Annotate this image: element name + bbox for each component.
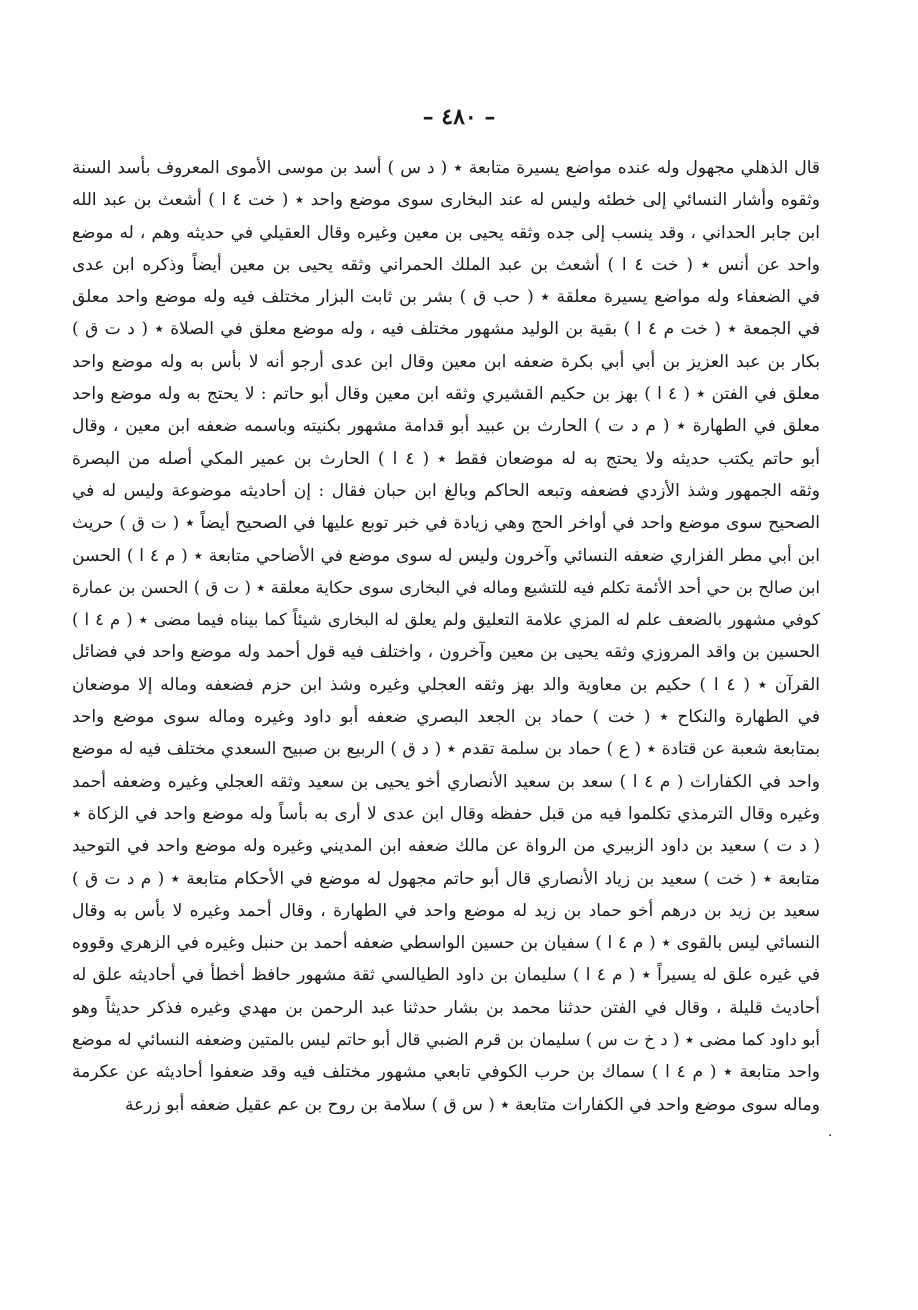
margin-mark: . [828, 1124, 833, 1140]
text-line: معلق في الطهارة ‎٭ ( م د ت ) الحارث بن عبيد أبو قدامة مشهور بكنيته وباسمه ضعفه ابن معين ، وقال [72, 416, 820, 437]
text-line: ابن أبي مطر الفزاري ضعفه النسائي وآخرون وليس له سوى موضع في الأضاحي متابعة ‎٭ ( م ٤ ا ) الحسن [72, 545, 820, 566]
text-line: الصحيح سوى موضع واحد في أواخر الحج وهي زيادة في خبر توبع عليها في الصحيح أيضاً ‎٭ ( ت ق ) حريث [72, 513, 820, 534]
text-line: واحد متابعة ‎٭ ( م ٤ ا ) سماك بن حرب الكوفي تابعي مشهور مختلف فيه وقد ضعفوا أحاديثه عن عكرمة [72, 1062, 820, 1083]
text-line: واحد في الكفارات ( م ٤ ا ) سعد بن سعيد الأنصاري أخو يحيى بن سعيد وثقه العجلي وغيره وضعفه أحمد [72, 771, 820, 792]
text-line: أحاديث قليلة ، وقال في الفتن حدثنا محمد بن بشار حدثنا عبد الرحمن بن مهدي وغيره فذكر حديثاً وهو [72, 997, 820, 1018]
text-line: بكار بن عبد العزيز بن أبي أبي بكرة ضعفه ابن معين وقال ابن عدى أرجو أنه لا بأس به وله موضع واحد [72, 351, 820, 372]
text-line: وثقوه وأشار النسائي إلى خطئه وليس له عند البخارى سوى موضع واحد ‎٭ ( خت ٤ ا ) أشعث بن عبد الله [72, 190, 820, 211]
text-line: متابعة ‎٭ ( خت ) سعيد بن زياد الأنصاري قال أبو حاتم مجهول له موضع في الأحكام متابعة ‎٭ ( م د ت ق ) [72, 868, 820, 889]
text-line: سعيد بن زيد بن درهم أخو حماد بن زيد له موضع واحد في الطهارة ، وقال أحمد وغيره لا بأس به وقال [72, 900, 820, 921]
text-line: وغيره وقال الترمذي تكلموا فيه من قبل حفظه وقال ابن عدى لا أرى به بأساً وله موضع واحد في الزكاة ‎٭ [72, 803, 820, 824]
body-text [72, 152, 820, 1121]
text-line: قال الذهلي مجهول وله عنده مواضع يسيرة متابعة ‎٭ ( د س ) أسد بن موسى الأموى المعروف بأسد السنة [72, 158, 820, 178]
text-line: كوفي مشهور بالضعف علم له المزي علامة التعليق ولم يعلق له البخارى شيئاً كما بيناه فيما مضى ‎٭ ( م ٤ ا ) [72, 610, 820, 630]
text-line: ( د ت ) سعيد بن داود الزبيري من الرواة عن مالك ضعفه ابن المديني وغيره وله موضع واحد في التوحيد [72, 836, 820, 857]
text-line: أبو داود كما مضى ‎٭ ( د خ ت س ) سليمان بن قرم الضبي قال أبو حاتم ليس بالمتين وضعفه النسائي له موضع [72, 1030, 820, 1050]
text-line: في غيره علق له يسيراً ‎٭ ( م ٤ ا ) سليمان بن داود الطيالسي ثقة مشهور حافظ أخطأ في أحاديثه علق له [72, 965, 820, 986]
text-line: واحد عن أنس ‎٭ ( خت ٤ ا ) أشعث بن عبد الملك الحمراني وثقه يحيى بن معين أيضاً وذكره ابن عدى [72, 254, 820, 275]
text-line: ابن جابر الحداني ، وقد ينسب إلى جده وثقه يحيى بن معين وغيره وقال العقيلي في حديثه وهم ، له موضع [72, 222, 820, 243]
text-line: أبو حاتم يكتب حديثه ولا يحتج به له موضعان فقط ‎٭ ( ٤ ا ) الحارث بن عمير المكي أصله من البصرة [72, 448, 820, 469]
page-number: – ٤٨٠ – [422, 104, 496, 130]
text-line: وماله سوى موضع واحد في الكفارات متابعة ‎٭ ( س ق ) سلامة بن روح بن عم عقيل ضعفه أبو زرعة [125, 1094, 820, 1115]
text-line: وثقه الجمهور وشذ الأزدي فضعفه وتبعه الحاكم وبالغ ابن حبان فقال : إن أحاديثه موضوعة وليس له في [72, 480, 820, 501]
text-line: معلق في الفتن ‎٭ ( ٤ ا ) بهز بن حكيم القشيري وثقه ابن معين وقال أبو حاتم : لا يحتج به وله موضع واحد [72, 384, 820, 405]
text-line: النسائي ليس بالقوى ‎٭ ( م ٤ ا ) سفيان بن حسين الواسطي ضعفه أحمد بن حنبل وغيره في الزهري وقووه [72, 933, 820, 954]
text-line: الحسين بن واقد المروزي وثقه يحيى بن معين وآخرون ، واختلف فيه قول أحمد وله موضع واحد في فضائل [72, 642, 820, 663]
text-line: بمتابعة شعبة عن قتادة ‎٭ ( ع ) حماد بن سلمة تقدم ‎٭ ( د ق ) الربيع بن صبيح السعدي مختلف فيه له موضع [72, 739, 820, 760]
text-line: القرآن ‎٭ ( ٤ ا ) حكيم بن معاوية والد بهز وثقه العجلي وغيره وشذ ابن حزم فضعفه وماله إلا موضعان [72, 674, 820, 695]
text-line: في الضعفاء وله مواضع يسيرة معلقة ‎٭ ( حب ق ) بشر بن ثابت البزار مختلف فيه وله موضع واحد معلق [72, 287, 820, 308]
text-line: في الطهارة والنكاح ‎٭ ( خت ) حماد بن الجعد البصري ضعفه أبو داود وغيره وماله سوى موضع واحد [72, 707, 820, 728]
text-line: في الجمعة ‎٭ ( خت م ٤ ا ) بقية بن الوليد مشهور مختلف فيه ، وله موضع معلق في الصلاة ‎٭ ( د ت ق ) [72, 319, 820, 340]
text-line: ابن صالح بن حي أحد الأئمة تكلم فيه للتشيع وماله في البخارى سوى حكاية معلقة ‎٭ ( ت ق ) الحسن بن عمارة [72, 577, 820, 597]
